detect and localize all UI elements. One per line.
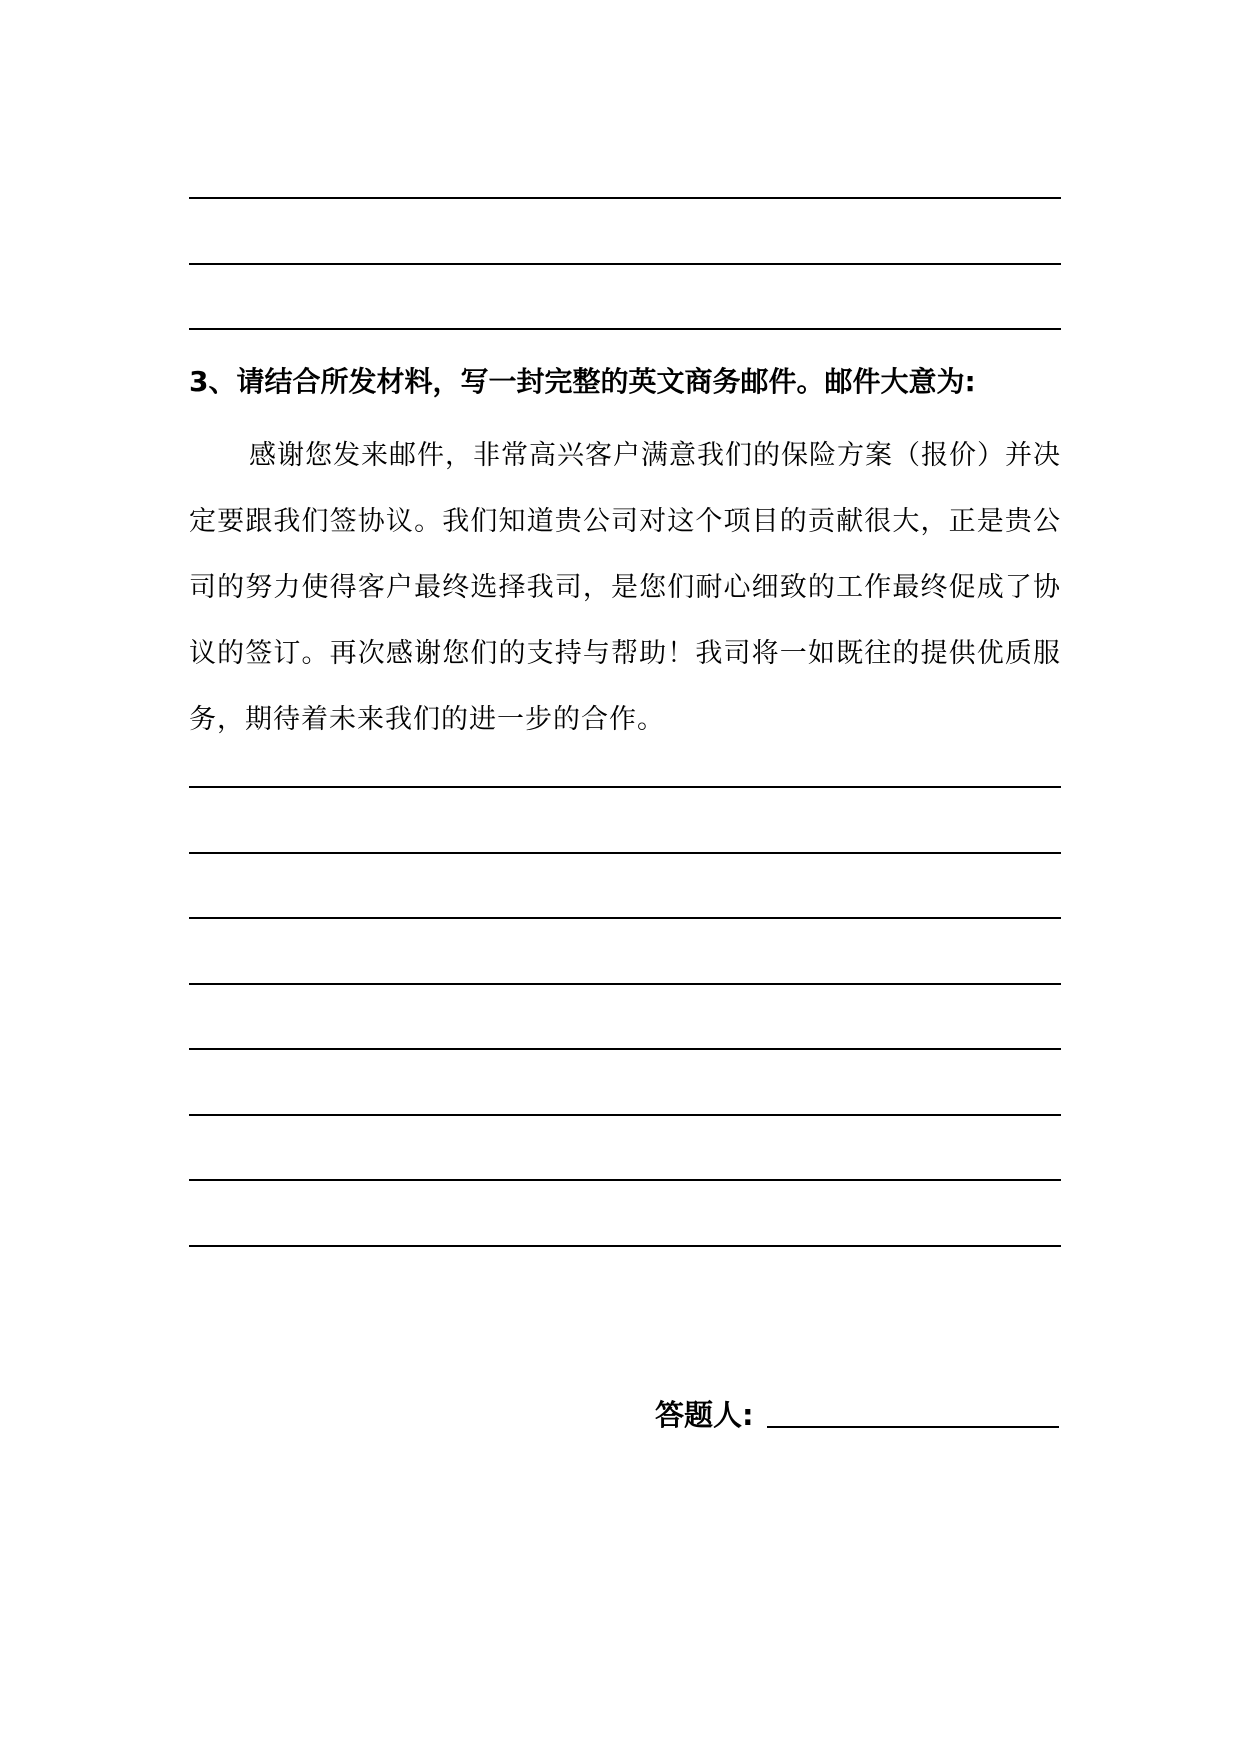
answer-line (189, 197, 1061, 199)
answer-line (189, 1114, 1061, 1116)
signature-line[interactable] (767, 1426, 1059, 1428)
question-body: 感谢您发来邮件，非常高兴客户满意我们的保险方案（报价）并决定要跟我们签协议。我们知道贵公司对这个项目的贡献很大，正是贵公司的努力使得客户最终选择我司，是您们耐心细致的工作最终促成了协议的签订。再次感谢您们的支持与帮助！我司将一如既往的提供优质服务，期待着未来我们的进一步的合作。 (189, 440, 1061, 735)
answer-line (189, 328, 1061, 330)
answer-line (189, 852, 1061, 854)
answer-line (189, 917, 1061, 919)
answer-line (189, 786, 1061, 788)
answer-line (189, 263, 1061, 265)
answer-line (189, 1048, 1061, 1050)
signature-block (655, 1390, 1065, 1440)
answer-line (189, 1179, 1061, 1181)
answer-line (189, 1245, 1061, 1247)
signature-label: 答题人: (655, 1398, 754, 1432)
question-title: 3、请结合所发材料，写一封完整的英文商务邮件。邮件大意为: (189, 365, 976, 398)
answer-line (189, 983, 1061, 985)
